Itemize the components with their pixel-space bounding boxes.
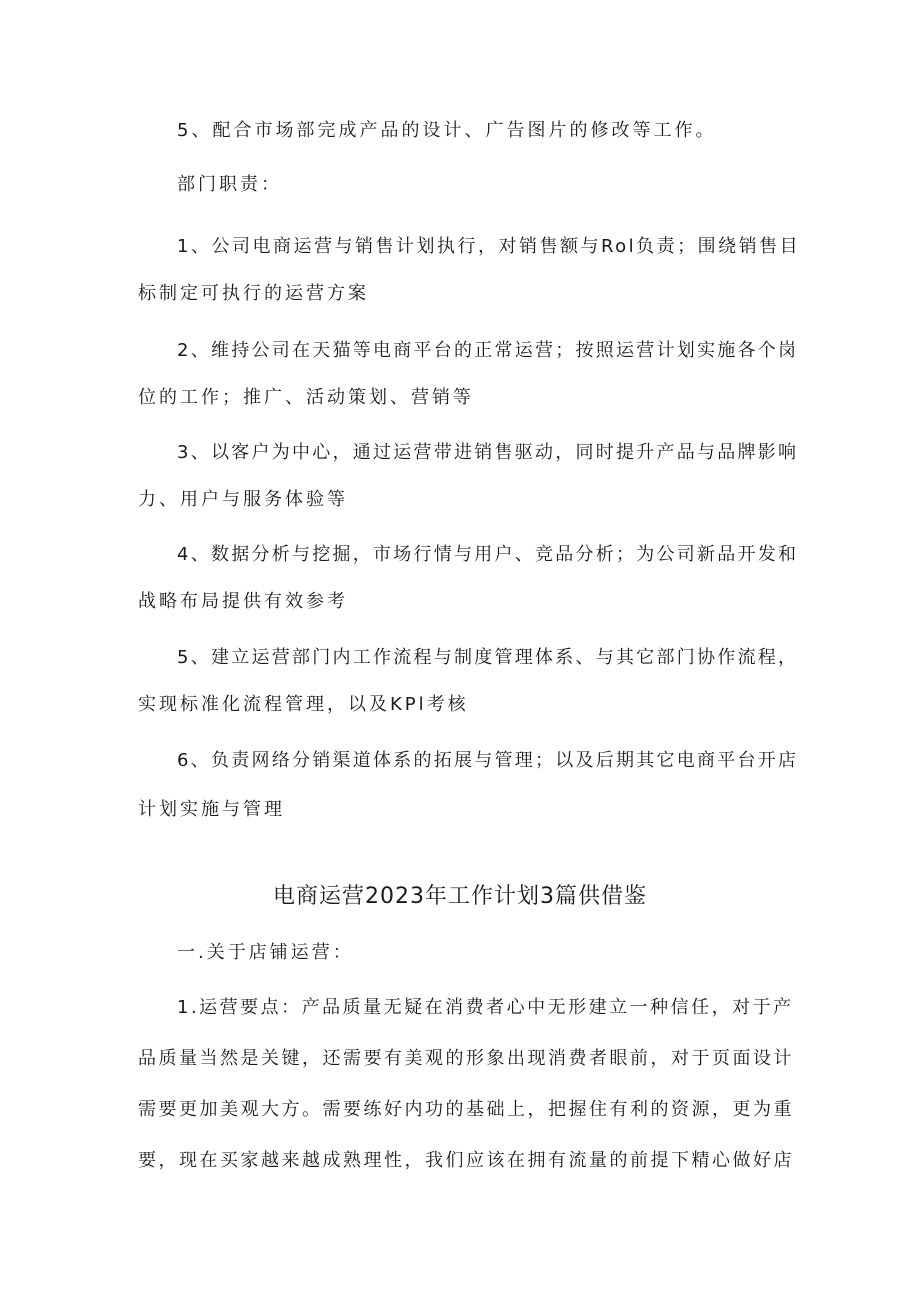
paragraph-line: 标制定可执行的运营方案 <box>138 283 369 304</box>
paragraph-line: 4、数据分析与挖掘，市场行情与用户、竞品分析；为公司新品开发和 <box>177 544 799 565</box>
paragraph-line: 位的工作；推广、活动策划、营销等 <box>138 387 474 408</box>
paragraph-line: 2、维持公司在天猫等电商平台的正常运营；按照运营计划实施各个岗 <box>177 340 799 361</box>
paragraph-line: 需要更加美观大方。需要练好内功的基础上，把握住有利的资源，更为重 <box>138 1099 794 1120</box>
paragraph-line: 力、用户与服务体验等 <box>138 489 348 510</box>
paragraph-line: 计划实施与管理 <box>138 799 285 820</box>
paragraph-line: 1、公司电商运营与销售计划执行，对销售额与Rol负责；围绕销售目 <box>177 236 801 257</box>
paragraph-line: 5、配合市场部完成产品的设计、广告图片的修改等工作。 <box>177 120 717 141</box>
section-heading: 一.关于店铺运营： <box>177 942 354 963</box>
paragraph-line: 要，现在买家越来越成熟理性，我们应该在拥有流量的前提下精心做好店 <box>138 1150 794 1171</box>
paragraph-line: 5、建立运营部门内工作流程与制度管理体系、与其它部门协作流程， <box>177 647 799 668</box>
paragraph-line: 实现标准化流程管理，以及KPl考核 <box>138 694 469 715</box>
paragraph-line: 品质量当然是关键，还需要有美观的形象出现消费者眼前，对于页面设计 <box>138 1048 794 1069</box>
paragraph-line: 战略布局提供有效参考 <box>138 591 348 612</box>
page-title: 电商运营2023年工作计划3篇供借鉴 <box>273 884 647 909</box>
paragraph-line: 3、以客户为中心，通过运营带进销售驱动，同时提升产品与品牌影响 <box>177 442 799 463</box>
section-heading: 部门职责： <box>177 174 282 195</box>
paragraph-line: 1.运营要点：产品质量无疑在消费者心中无形建立一种信任，对于产 <box>177 997 794 1018</box>
paragraph-line: 6、负责网络分销渠道体系的拓展与管理；以及后期其它电商平台开店 <box>177 750 799 771</box>
